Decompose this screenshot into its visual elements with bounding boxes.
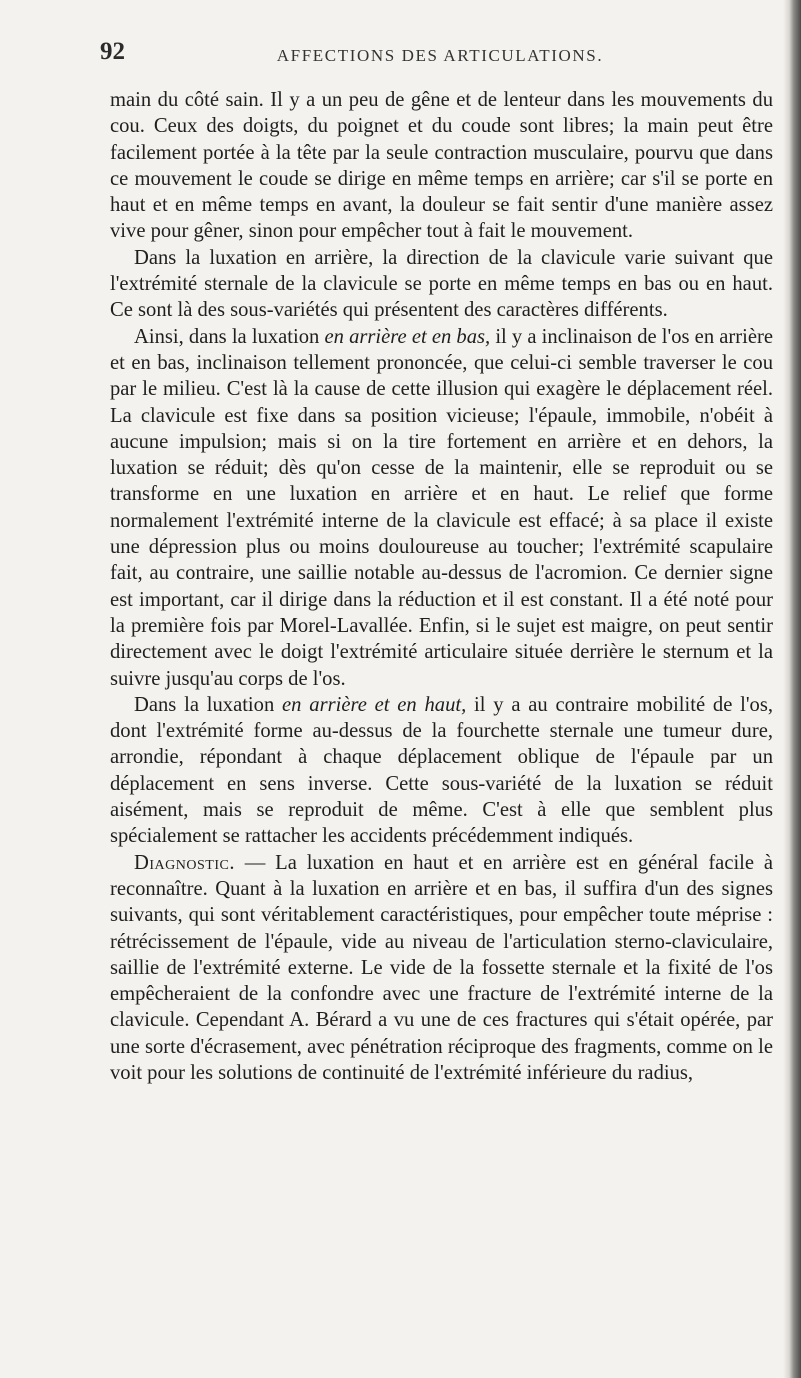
paragraph-continuation: main du côté sain. Il y a un peu de gêne et de lenteur dans les mouvements du cou. Ceux des doigts, du poignet et du coude sont libres; la main peut être facilement portée à la tête par la seule contraction musculaire, pourvu que dans ce mouvement le coude se dirige en même temps en arrière; car s'il se porte en haut et en même temps en avant, la douleur se fait sentir d'une manière assez vive pour gêner, sinon pour empêcher tout à fait le mouvement.	[110, 89, 773, 243]
paragraph-luxation-arriere-haut	[110, 692, 773, 850]
page-header	[100, 38, 780, 70]
paragraph-text-after: — La luxation en haut et en arrière est en général facile à reconnaître. Quant à la luxation en arrière et en bas, il suffira d'un des signes suivants, qui sont véritablement caractéristiques, pour empêcher toute méprise : rétrécissement de l'épaule, vide au niveau de l'articulation sterno-claviculaire, saillie de l'extrémité externe. Le vide de la fossette sternale et la fixité de l'os empêcheraient de la confondre avec une fracture de l'extrémité interne de la clavicule. Cependant A. Bérard a vu une de ces fractures qui s'était opérée, par une sorte d'écrasement, avec pénétration réciproque des fragments, comme on le voit pour les solutions de continuité de l'extrémité inférieure du radius,	[110, 851, 773, 1084]
body-text	[110, 87, 773, 1086]
section-lead-diagnostic: Diagnostic.	[134, 851, 235, 874]
paragraph-text-after: il y a au contraire mobilité de l'os, dont l'extrémité forme au-dessus de la fourchette sternale une tumeur dure, arrondie, répondant à chaque déplacement oblique de l'épaule par un déplacement en sens inverse. Cette sous-variété de la luxation se réduit aisément, mais se reproduit de même. C'est à elle que semblent plus spécialement se rattacher les accidents précédemment indiqués.	[110, 693, 774, 848]
paragraph-luxation-arriere-bas	[110, 324, 773, 692]
paragraph-text-after: il y a inclinaison de l'os en arrière et en bas, inclinaison tellement prononcée, que celui-ci semble traverser le cou par le milieu. C'est là la cause de cette illusion qui exagère le déplacement réel. La clavicule est fixe dans sa position vicieuse; l'épaule, immobile, n'obéit à aucune impulsion; mais si on la tire fortement en arrière et en dehors, la luxation se réduit; dès qu'on cesse de la maintenir, elle se reproduit ou se transforme en une luxation en arrière et en haut. Le relief que forme normalement l'extrémité interne de la clavicule est effacé; à sa place il existe une dépression plus ou moins douloureuse au toucher; l'extrémité scapulaire fait, au contraire, une saillie notable au-dessus de l'acromion. Ce dernier signe est important, car il dirige dans la réduction et il est constant. Il a été noté pour la première fois par Morel-Lavallée. Enfin, si le sujet est maigre, on peut sentir directement avec le doigt l'extrémité articulaire située derrière le sternum et la suivre jusqu'au corps de l'os.	[110, 325, 773, 690]
paragraph-text-before: Dans la luxation	[134, 693, 283, 716]
paragraph-text-before: Ainsi, dans la luxation	[134, 325, 325, 348]
running-title: AFFECTIONS DES ARTICULATIONS.	[276, 46, 604, 65]
paragraph-luxation-direction: Dans la luxation en arrière, la direction de la clavicule varie suivant que l'extrémité sternale de la clavicule se porte en même temps en bas ou en haut. Ce sont là des sous-variétés qui présentent des caractères différents.	[110, 246, 773, 322]
paragraph-diagnostic	[110, 850, 773, 1087]
italic-term: en arrière et en bas,	[324, 325, 491, 348]
page-edge-shadow	[783, 0, 801, 1378]
page-number: 92	[100, 38, 125, 65]
italic-term: en arrière et en haut,	[282, 693, 467, 716]
